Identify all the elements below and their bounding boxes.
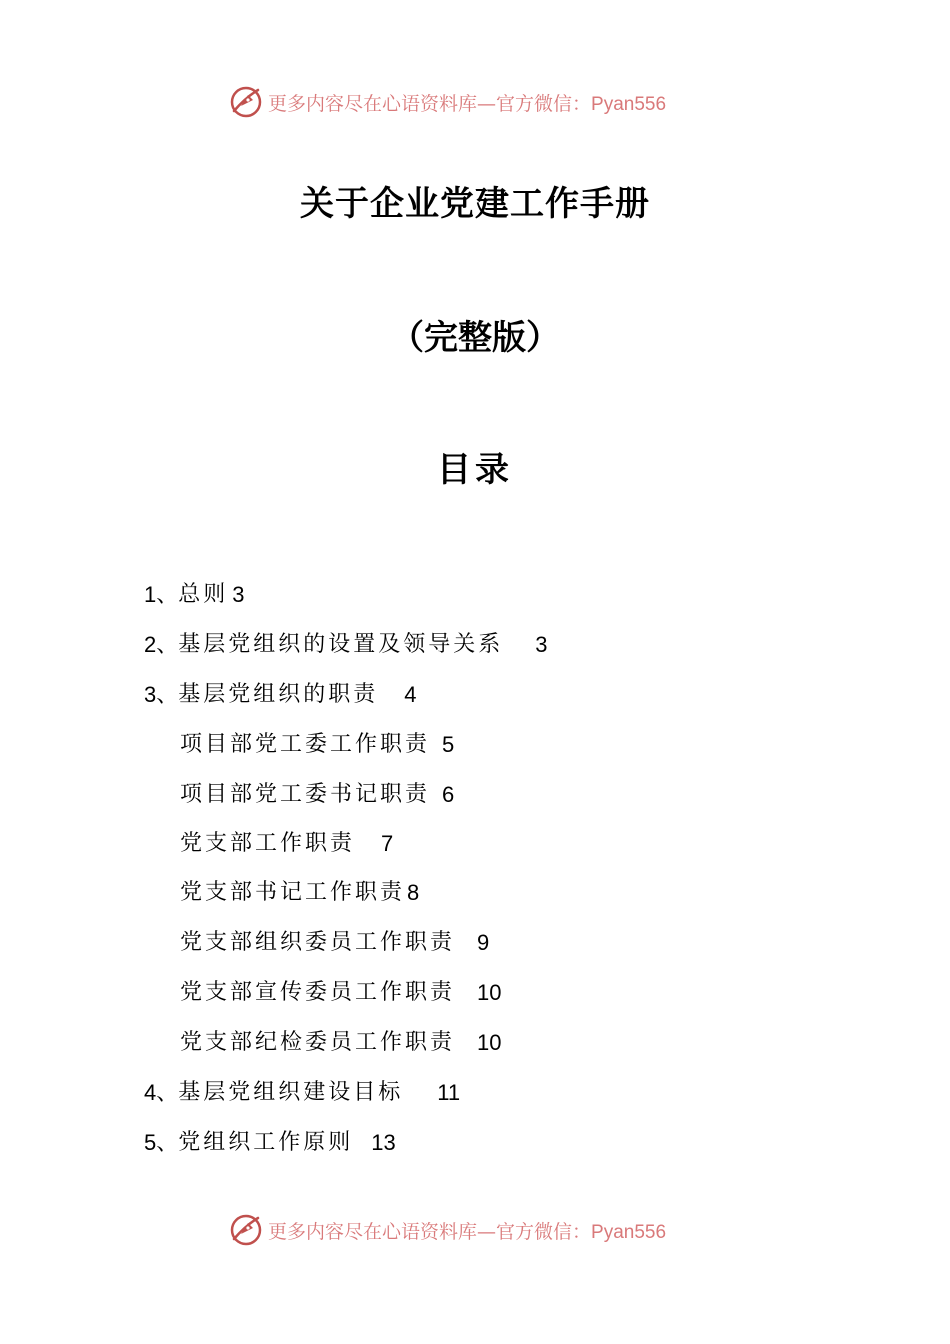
toc-item-label: 基层党组织的设置及领导关系	[178, 632, 504, 657]
watermark-banner-bottom	[228, 1210, 666, 1250]
toc-item-label: 党支部组织委员工作职责	[180, 930, 456, 955]
watermark-banner-top	[228, 82, 666, 122]
toc-item[interactable]	[180, 878, 419, 908]
watermark-text: 更多内容尽在心语资料库—官方微信：Pyan556	[268, 92, 667, 115]
document-subtitle: （完整版）	[390, 318, 560, 358]
toc-item-page: 10	[477, 1030, 502, 1055]
toc-item[interactable]	[180, 730, 454, 760]
toc-item-label: 项目部党工委工作职责	[180, 732, 431, 757]
toc-item-page: 5	[442, 732, 455, 757]
toc-item[interactable]	[144, 630, 548, 660]
toc-item[interactable]	[180, 928, 489, 958]
watermark-text: 更多内容尽在心语资料库—官方微信：Pyan556	[268, 1220, 667, 1243]
pen-nib-circle-icon	[228, 1212, 264, 1248]
toc-item-label: 党支部纪检委员工作职责	[180, 1030, 456, 1055]
toc-item-page: 3	[232, 582, 245, 607]
toc-item[interactable]	[144, 1128, 396, 1158]
toc-item-number: 4、	[144, 1080, 179, 1105]
toc-heading: 目录	[437, 450, 513, 490]
document-title: 关于企业党建工作手册	[300, 184, 650, 224]
toc-item[interactable]	[180, 829, 393, 859]
toc-item-label: 总则	[178, 582, 229, 607]
toc-item-label: 项目部党工委书记职责	[180, 782, 431, 807]
toc-item[interactable]	[180, 1028, 502, 1058]
toc-item-page: 3	[535, 632, 548, 657]
toc-item-page: 13	[371, 1130, 396, 1155]
toc-item[interactable]	[180, 780, 454, 810]
toc-item-page: 6	[442, 782, 455, 807]
toc-item-label: 党组织工作原则	[178, 1130, 354, 1155]
toc-item-label: 党支部书记工作职责	[180, 880, 406, 905]
toc-item[interactable]	[144, 1078, 460, 1108]
toc-item-number: 3、	[144, 682, 179, 707]
pen-nib-circle-icon	[228, 84, 264, 120]
toc-item-label: 党支部宣传委员工作职责	[180, 980, 456, 1005]
toc-item-page: 4	[404, 682, 417, 707]
toc-item-number: 5、	[144, 1130, 179, 1155]
toc-item[interactable]	[144, 580, 245, 610]
toc-item-page: 7	[381, 831, 394, 856]
toc-item-page: 9	[477, 930, 490, 955]
toc-item-page: 10	[477, 980, 502, 1005]
toc-item-page: 11	[437, 1080, 461, 1105]
toc-item[interactable]	[180, 978, 502, 1008]
toc-item-page: 8	[407, 880, 420, 905]
toc-item-number: 2、	[144, 632, 179, 657]
toc-item-label: 基层党组织建设目标	[178, 1080, 404, 1105]
toc-item[interactable]	[144, 680, 417, 710]
toc-item-label: 基层党组织的职责	[178, 682, 379, 707]
toc-item-label: 党支部工作职责	[180, 831, 356, 856]
toc-item-number: 1、	[144, 582, 179, 607]
